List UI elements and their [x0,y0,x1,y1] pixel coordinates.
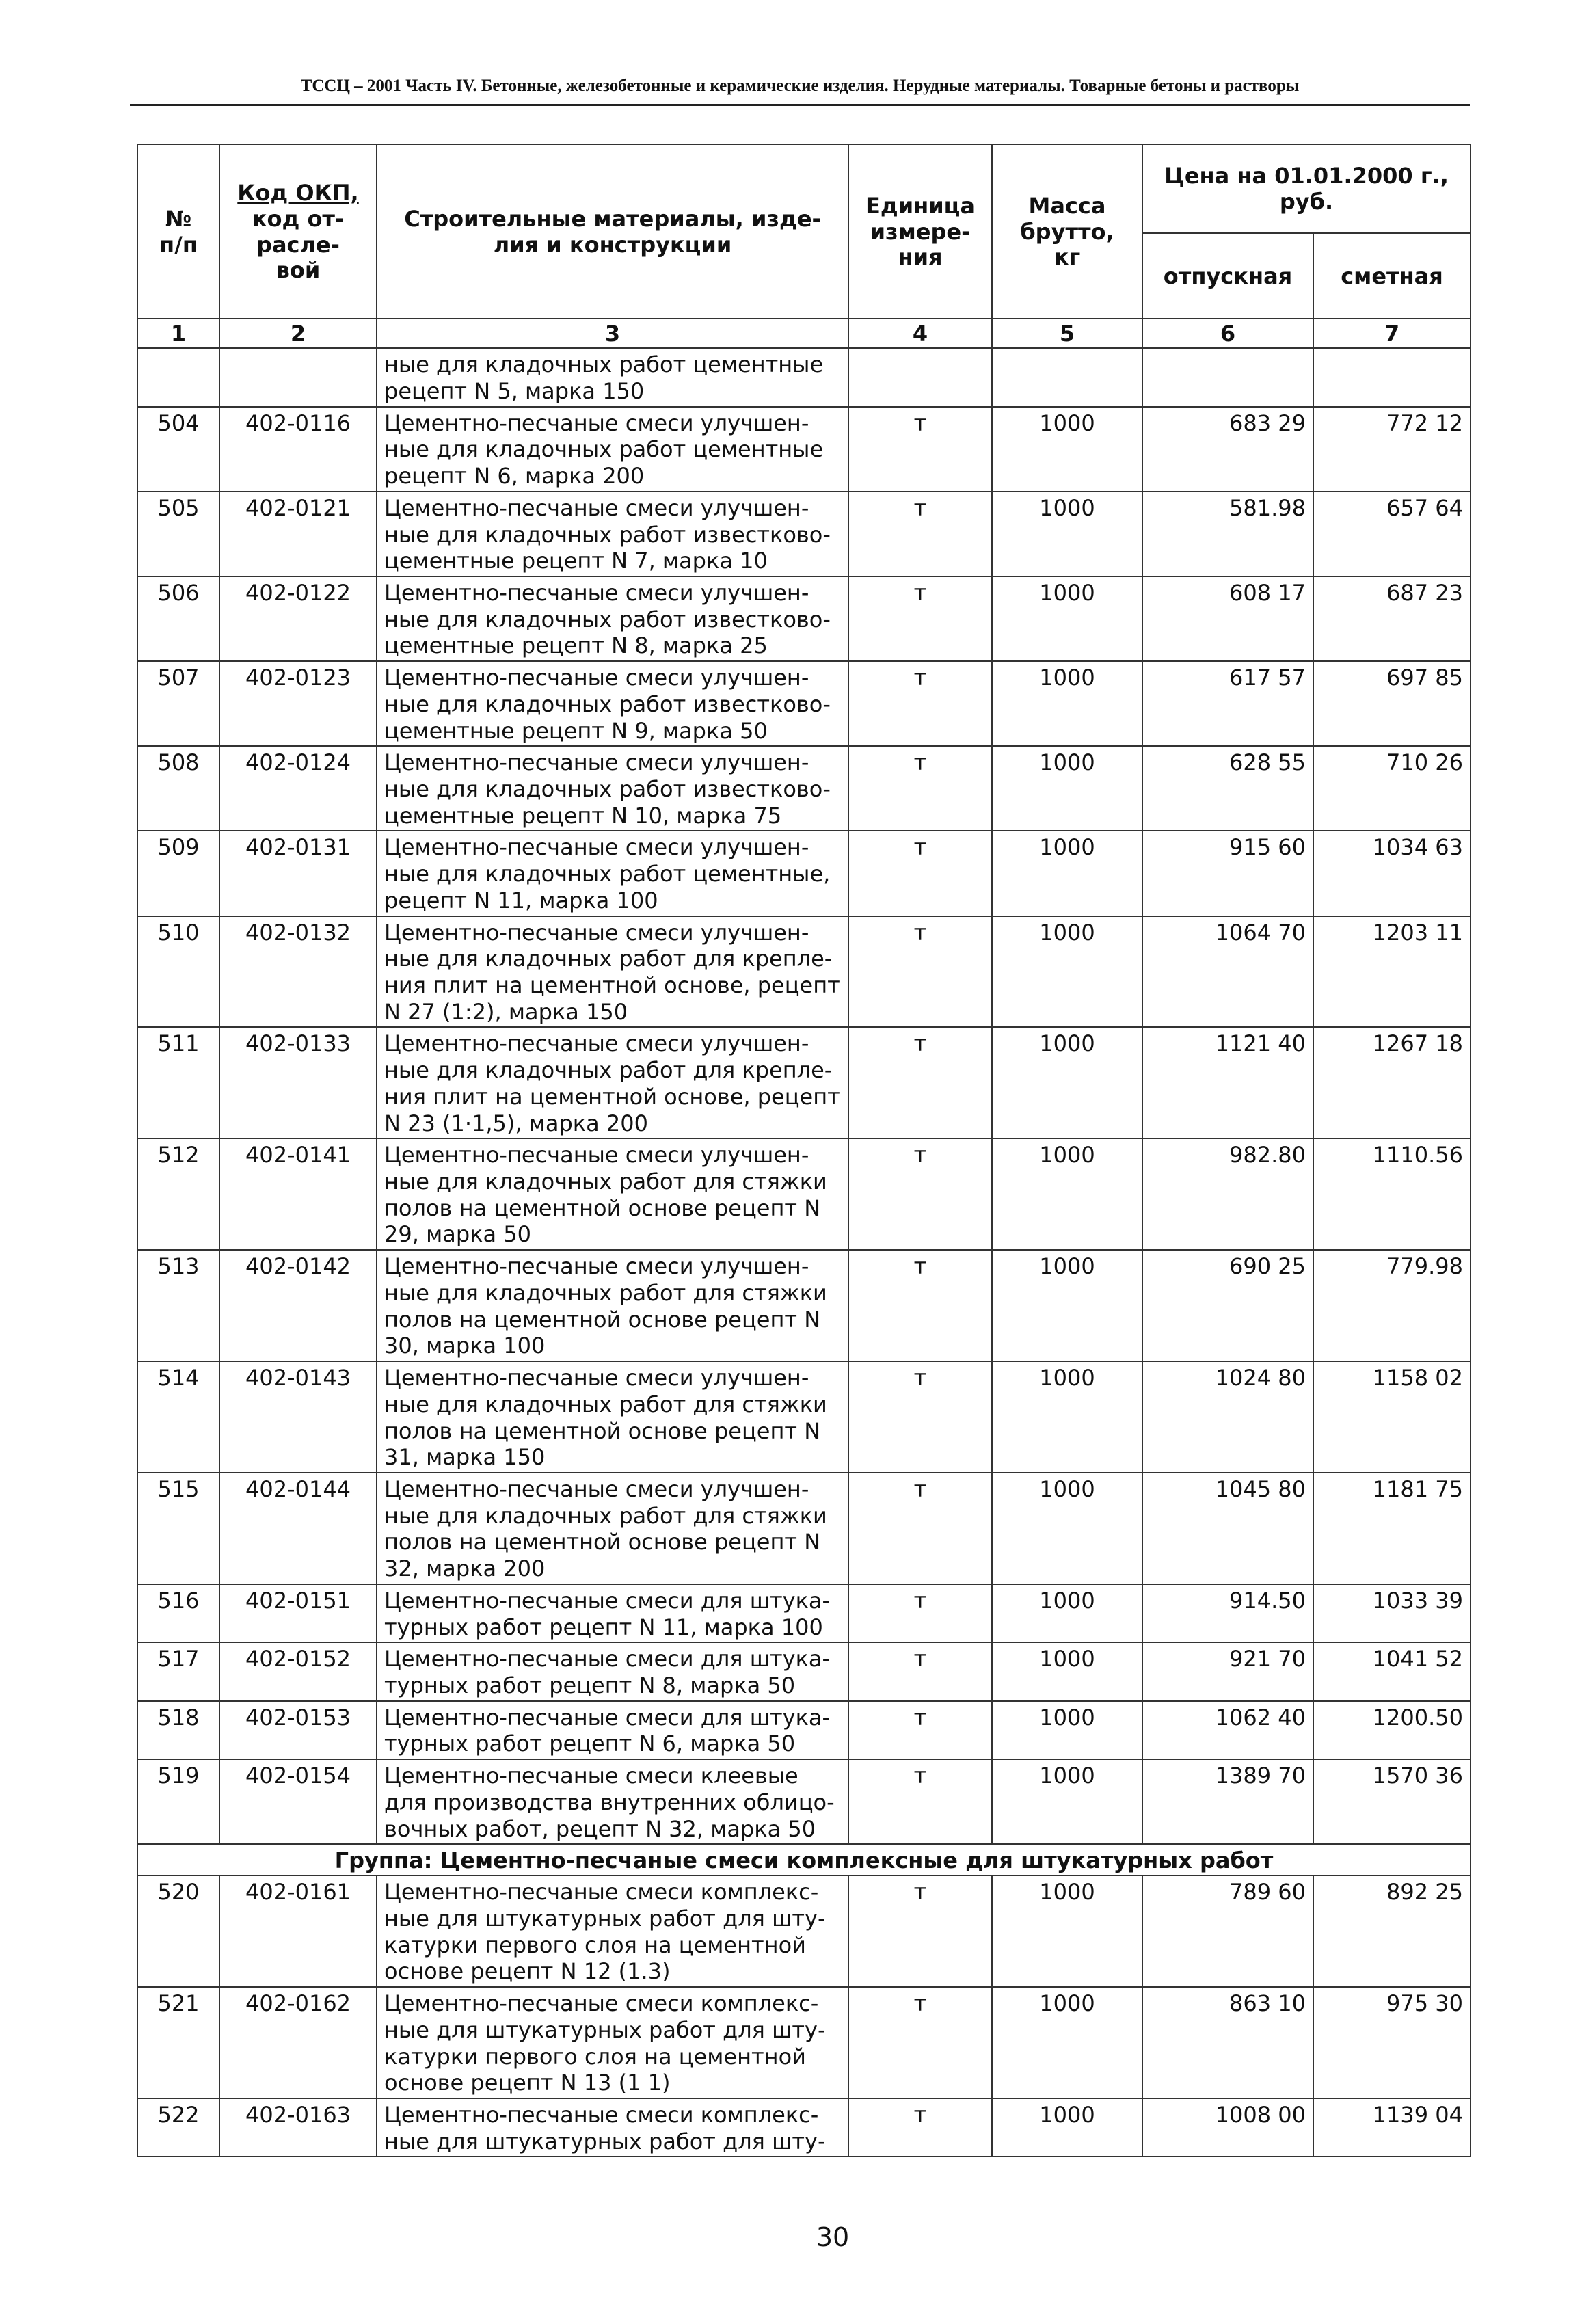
row-price-estimate: 892 25 [1313,1875,1471,1987]
row-number: 517 [137,1642,219,1700]
row-price-estimate: 975 30 [1313,1987,1471,2098]
row-material-name: Цементно-песчаные смеси улучшен- ные для кладочных работ известково- цементные рецепт N 8, марка 25 [377,576,848,661]
col-header-unit: Единица измере- ния [848,144,992,319]
col-header-okp-title: Код ОКП, [237,180,359,206]
row-number: 516 [137,1584,219,1642]
row-okp-code: 402-0143 [219,1361,377,1473]
row-price-wholesale: 915 60 [1142,831,1313,916]
table-row [137,1027,1471,1138]
row-okp-code: 402-0163 [219,2098,377,2156]
row-mass: 1000 [992,916,1142,1028]
table-row [137,407,1471,492]
row-okp-code: 402-0123 [219,661,377,746]
col-number: 1 [137,319,219,348]
table-row [137,1759,1471,1844]
row-mass: 1000 [992,1987,1142,2098]
row-okp-code: 402-0152 [219,1642,377,1700]
row-unit: т [848,916,992,1028]
row-price-wholesale: 1062 40 [1142,1701,1313,1759]
row-number: 509 [137,831,219,916]
row-price-wholesale: 1389 70 [1142,1759,1313,1844]
table-row [137,831,1471,916]
row-price-wholesale: 683 29 [1142,407,1313,492]
row-price-estimate: 687 23 [1313,576,1471,661]
page-header-title: ТССЦ – 2001 Часть IV. Бетонные, железобетонные и керамические изделия. Нерудные материалы. Товарные бетоны и растворы [300,77,1300,95]
row-material-name: Цементно-песчаные смеси улучшен- ные для кладочных работ известково- цементные рецепт N 10, марка 75 [377,746,848,831]
row-number: 515 [137,1473,219,1584]
row-number: 521 [137,1987,219,2098]
group-title: Группа: Цементно-песчаные смеси комплексные для штукатурных работ [137,1844,1471,1875]
row-mass: 1000 [992,1701,1142,1759]
row-okp-code: 402-0142 [219,1250,377,1361]
table-row [137,746,1471,831]
row-price-estimate: 1041 52 [1313,1642,1471,1700]
row-mass: 1000 [992,831,1142,916]
row-mass: 1000 [992,492,1142,576]
row-mass: 1000 [992,1875,1142,1987]
col-header-estimate: сметная [1313,233,1471,319]
row-material-name: Цементно-песчаные смеси улучшен- ные для кладочных работ для стяжки полов на цементной основе рецепт N 32, марка 200 [377,1473,848,1584]
continuation-row [137,348,1471,406]
row-price-wholesale: 1064 70 [1142,916,1313,1028]
row-unit: т [848,1361,992,1473]
table-row [137,916,1471,1028]
row-unit: т [848,661,992,746]
row-okp-code: 402-0122 [219,576,377,661]
row-unit: т [848,2098,992,2156]
table-row [137,1987,1471,2098]
price-table [137,144,1471,2157]
table-row [137,576,1471,661]
row-price-estimate: 1158 02 [1313,1361,1471,1473]
row-mass: 1000 [992,576,1142,661]
row-okp-code: 402-0153 [219,1701,377,1759]
row-price-wholesale: 789 60 [1142,1875,1313,1987]
row-mass: 1000 [992,1473,1142,1584]
row-number: 514 [137,1361,219,1473]
row-material-name: Цементно-песчаные смеси улучшен- ные для кладочных работ цементные рецепт N 6, марка 200 [377,407,848,492]
row-price-estimate: 779.98 [1313,1250,1471,1361]
row-mass: 1000 [992,661,1142,746]
col-header-mass: Масса брутто, кг [992,144,1142,319]
row-price-estimate: 1570 36 [1313,1759,1471,1844]
col-number: 7 [1313,319,1471,348]
row-unit: т [848,1642,992,1700]
row-price-estimate: 1034 63 [1313,831,1471,916]
row-number: 511 [137,1027,219,1138]
row-mass: 1000 [992,746,1142,831]
row-material-name: Цементно-песчаные смеси улучшен- ные для кладочных работ для стяжки полов на цементной основе рецепт N 29, марка 50 [377,1138,848,1250]
row-okp-code: 402-0151 [219,1584,377,1642]
row-material-name: Цементно-песчаные смеси улучшен- ные для кладочных работ для крепле- ния плит на цементной основе, рецепт N 27 (1:2), марка 150 [377,916,848,1028]
row-mass: 1000 [992,1250,1142,1361]
group-row [137,1844,1471,1875]
row-unit: т [848,492,992,576]
col-number: 4 [848,319,992,348]
row-unit: т [848,1138,992,1250]
table-row [137,1473,1471,1584]
row-price-estimate: 1200.50 [1313,1701,1471,1759]
row-price-estimate: 1110.56 [1313,1138,1471,1250]
header-rule [130,104,1470,106]
col-number: 3 [377,319,848,348]
row-price-wholesale: 581.98 [1142,492,1313,576]
table-row [137,492,1471,576]
row-mass: 1000 [992,1759,1142,1844]
row-price-wholesale: 628 55 [1142,746,1313,831]
row-mass: 1000 [992,407,1142,492]
row-okp-code: 402-0133 [219,1027,377,1138]
row-mass: 1000 [992,1361,1142,1473]
table-row [137,1361,1471,1473]
row-okp-code: 402-0124 [219,746,377,831]
row-material-name: Цементно-песчаные смеси комплекс- ные для штукатурных работ для шту- [377,2098,848,2156]
table-row [137,1584,1471,1642]
row-okp-code: 402-0154 [219,1759,377,1844]
row-number: 508 [137,746,219,831]
row-number: 510 [137,916,219,1028]
col-header-okp-sub: код от- расле- вой [252,205,345,284]
row-price-wholesale: 1024 80 [1142,1361,1313,1473]
row-number: 504 [137,407,219,492]
row-material-name: Цементно-песчаные смеси улучшен- ные для кладочных работ для стяжки полов на цементной основе рецепт N 30, марка 100 [377,1250,848,1361]
row-material-name: Цементно-песчаные смеси для штука- турных работ рецепт N 11, марка 100 [377,1584,848,1642]
col-header-price: Цена на 01.01.2000 г., руб. [1142,144,1471,233]
table-row [137,1250,1471,1361]
row-mass: 1000 [992,1138,1142,1250]
row-price-wholesale: 921 70 [1142,1642,1313,1700]
row-material-name: Цементно-песчаные смеси улучшен- ные для кладочных работ известково- цементные рецепт N 7, марка 10 [377,492,848,576]
row-price-wholesale: 914.50 [1142,1584,1313,1642]
col-header-okp [219,144,377,319]
row-price-wholesale: 1008 00 [1142,2098,1313,2156]
row-mass: 1000 [992,1027,1142,1138]
row-number: 518 [137,1701,219,1759]
row-material-name: Цементно-песчаные смеси улучшен- ные для кладочных работ для крепле- ния плит на цементной основе, рецепт N 23 (1·1,5), марка 200 [377,1027,848,1138]
row-okp-code: 402-0131 [219,831,377,916]
row-price-wholesale: 1121 40 [1142,1027,1313,1138]
row-unit: т [848,831,992,916]
row-price-wholesale: 982.80 [1142,1138,1313,1250]
row-okp-code: 402-0121 [219,492,377,576]
table-body [137,348,1471,2156]
table-row [137,1701,1471,1759]
continuation-text: ные для кладочных работ цементные рецепт N 5, марка 150 [377,348,848,406]
row-okp-code: 402-0116 [219,407,377,492]
col-number: 6 [1142,319,1313,348]
row-price-estimate: 1267 18 [1313,1027,1471,1138]
row-price-wholesale: 1045 80 [1142,1473,1313,1584]
table-row [137,1138,1471,1250]
row-number: 513 [137,1250,219,1361]
row-material-name: Цементно-песчаные смеси улучшен- ные для кладочных работ цементные, рецепт N 11, марка 100 [377,831,848,916]
table-row [137,661,1471,746]
row-price-wholesale: 863 10 [1142,1987,1313,2098]
row-unit: т [848,407,992,492]
col-header-wholesale: отпускная [1142,233,1313,319]
col-header-materials: Строительные материалы, изде- лия и конструкции [377,144,848,319]
row-number: 512 [137,1138,219,1250]
row-unit: т [848,1584,992,1642]
row-price-estimate: 710 26 [1313,746,1471,831]
row-material-name: Цементно-песчаные смеси клеевые для производства внутренних облицо- вочных работ, рецепт N 32, марка 50 [377,1759,848,1844]
col-number: 2 [219,319,377,348]
row-unit: т [848,746,992,831]
row-number: 507 [137,661,219,746]
row-number: 505 [137,492,219,576]
table-row [137,2098,1471,2156]
row-okp-code: 402-0161 [219,1875,377,1987]
row-unit: т [848,1473,992,1584]
row-price-estimate: 1181 75 [1313,1473,1471,1584]
row-material-name: Цементно-песчаные смеси комплекс- ные для штукатурных работ для шту- катурки первого слоя на цементной основе рецепт N 12 (1.3) [377,1875,848,1987]
row-price-wholesale: 690 25 [1142,1250,1313,1361]
table-row [137,1642,1471,1700]
row-price-estimate: 1139 04 [1313,2098,1471,2156]
row-price-estimate: 657 64 [1313,492,1471,576]
row-number: 522 [137,2098,219,2156]
col-header-num: № п/п [137,144,219,319]
row-price-wholesale: 617 57 [1142,661,1313,746]
row-material-name: Цементно-песчаные смеси улучшен- ные для кладочных работ известково- цементные рецепт N 9, марка 50 [377,661,848,746]
row-okp-code: 402-0141 [219,1138,377,1250]
row-material-name: Цементно-песчаные смеси для штука- турных работ рецепт N 6, марка 50 [377,1701,848,1759]
row-mass: 1000 [992,1584,1142,1642]
row-price-estimate: 697 85 [1313,661,1471,746]
page-number: 30 [816,2222,850,2252]
row-number: 520 [137,1875,219,1987]
row-price-estimate: 1033 39 [1313,1584,1471,1642]
row-material-name: Цементно-песчаные смеси улучшен- ные для кладочных работ для стяжки полов на цементной основе рецепт N 31, марка 150 [377,1361,848,1473]
row-material-name: Цементно-песчаные смеси для штука- турных работ рецепт N 8, марка 50 [377,1642,848,1700]
row-unit: т [848,1987,992,2098]
row-okp-code: 402-0144 [219,1473,377,1584]
row-unit: т [848,1759,992,1844]
row-price-estimate: 1203 11 [1313,916,1471,1028]
row-number: 519 [137,1759,219,1844]
row-unit: т [848,1701,992,1759]
row-unit: т [848,1875,992,1987]
row-okp-code: 402-0162 [219,1987,377,2098]
row-unit: т [848,1250,992,1361]
table-row [137,1875,1471,1987]
row-mass: 1000 [992,1642,1142,1700]
row-price-wholesale: 608 17 [1142,576,1313,661]
row-mass: 1000 [992,2098,1142,2156]
col-number: 5 [992,319,1142,348]
row-material-name: Цементно-песчаные смеси комплекс- ные для штукатурных работ для шту- катурки первого слоя на цементной основе рецепт N 13 (1 1) [377,1987,848,2098]
row-unit: т [848,576,992,661]
row-unit: т [848,1027,992,1138]
row-number: 506 [137,576,219,661]
row-okp-code: 402-0132 [219,916,377,1028]
row-price-estimate: 772 12 [1313,407,1471,492]
